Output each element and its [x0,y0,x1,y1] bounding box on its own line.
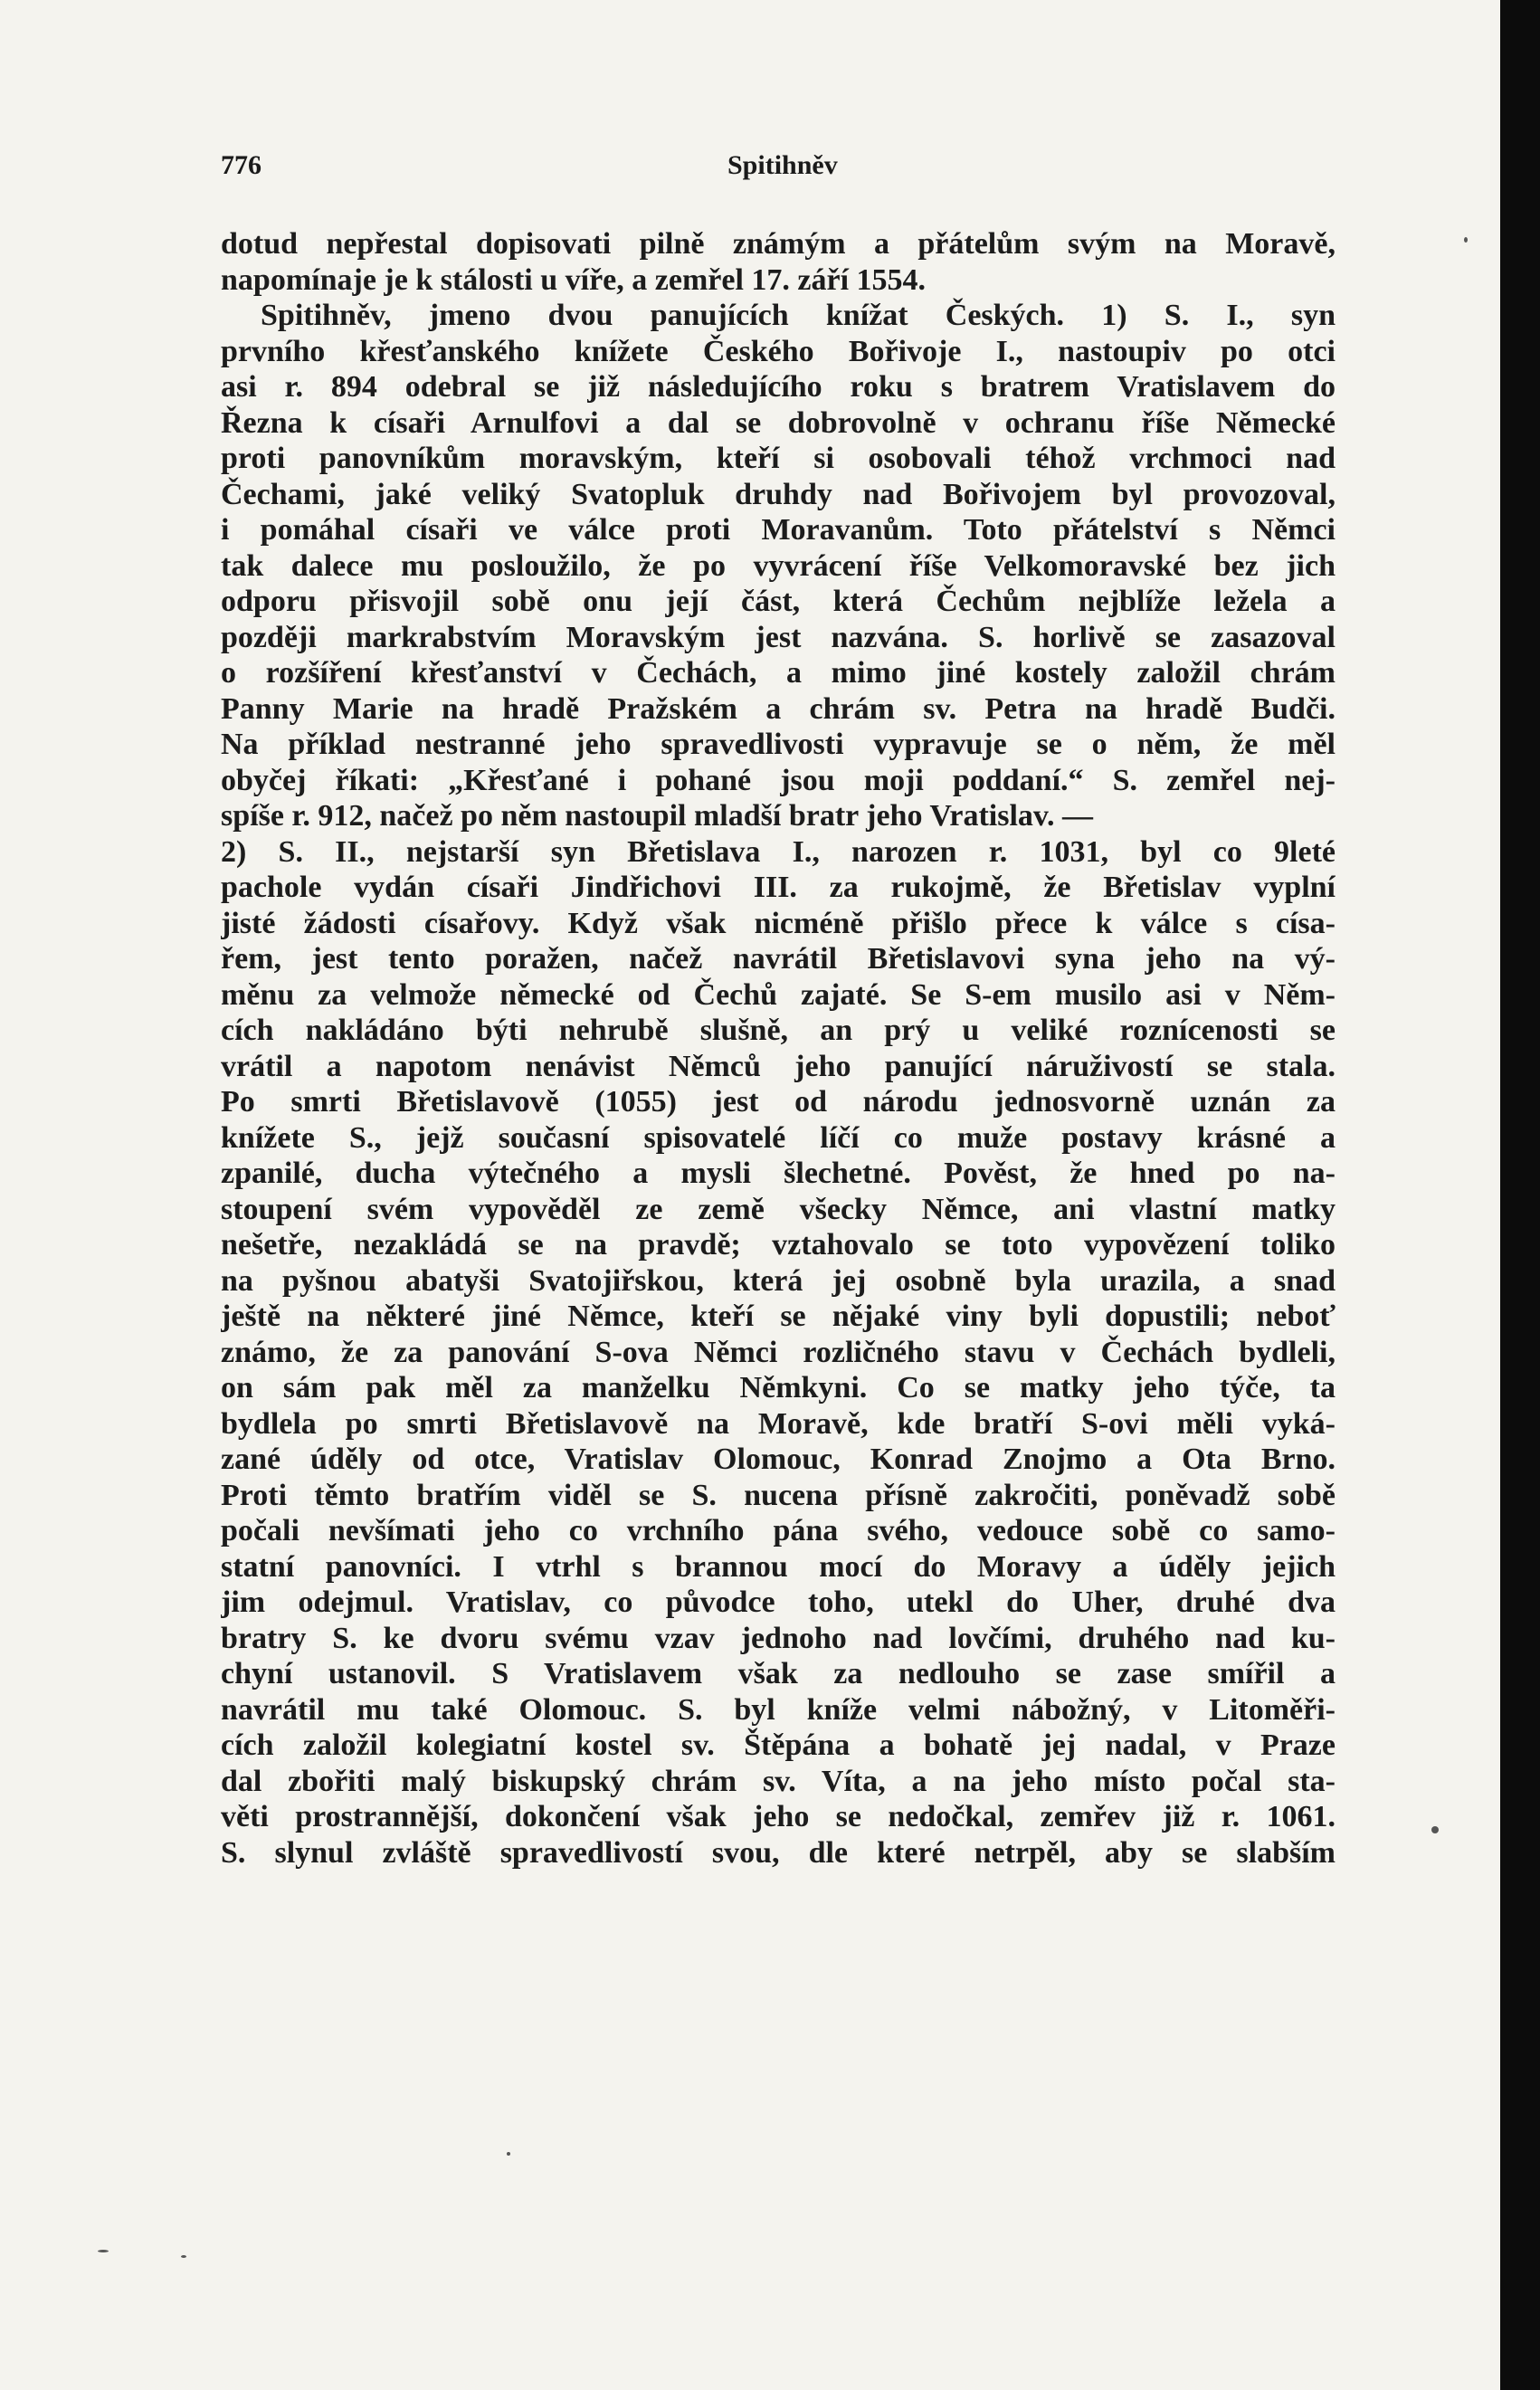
text-line: napomínaje je k stálosti u víře, a zemřel 17. září 1554. [221,262,927,297]
text-line: dal zbořiti malý biskupský chrám sv. Víta, a na jeho místo počal sta- [221,1764,1336,1798]
text-line: spíše r. 912, načež po něm nastoupil mladší bratr jeho Vratislav. — [221,799,1094,833]
text-line: prvního křesťanského knížete Českého Bořivoje I., nastoupiv po otci [221,334,1336,368]
text-line: jim odejmul. Vratislav, co původce toho, utekl do Uher, druhé dva [221,1585,1336,1619]
text-line: statní panovníci. I vtrhl s brannou mocí do Moravy a úděly jejich [221,1549,1336,1584]
text-line: řem, jest tento poražen, načež navrátil Břetislavovi syna jeho na vý- [221,942,1336,976]
text-line: Na příklad nestranné jeho spravedlivosti vypravuje se o něm, že měl [221,728,1336,761]
text-line: asi r. 894 odebral se již následujícího roku s bratrem Vratislavem do [221,370,1336,404]
text-line: cích založil kolegiatní kostel sv. Štěpána a bohatě jej nadal, v Praze [221,1728,1336,1762]
text-line: i pomáhal císaři ve válce proti Moravanům. Toto přátelství s Němci [221,513,1336,547]
text-line: Spitihněv, jmeno dvou panujících knížat Českých. 1) S. I., syn [261,299,1336,332]
text-line: Řezna k císaři Arnulfovi a dal se dobrovolně v ochranu říše Německé [221,405,1336,440]
text-line: proti panovníkům moravským, kteří si osobovali téhož vrchmoci nad [221,442,1336,475]
text-line: S. slynul zvláště spravedlivostí svou, dle které netrpěl, aby se slabším [221,1835,1336,1870]
paper-speck [1431,1826,1439,1833]
text-line: ještě na některé jiné Němce, kteří se nějaké viny byli dopustili; neboť [221,1300,1336,1333]
text-line: on sám pak měl za manželku Němkyni. Co se matky jeho týče, ta [221,1371,1336,1404]
text-line: zpanilé, ducha výtečného a mysli šlechetné. Pověst, že hned po na- [221,1157,1336,1190]
paper-speck [181,2255,186,2258]
text-line: známo, že za panování S-ova Němci rozličného stavu v Čechách bydleli, [221,1335,1336,1369]
paper-speck [98,2250,109,2252]
text-line: stoupení svém vypověděl ze země všecky Němce, ani vlastní matky [221,1192,1336,1226]
text-line: počali nevšímati jeho co vrchního pána svého, vedouce sobě co samo- [221,1514,1336,1547]
body-text [221,226,1336,1871]
text-line: Panny Marie na hradě Pražském a chrám sv. Petra na hradě Budči. [221,691,1336,726]
text-line: Po smrti Břetislavově (1055) jest od národu jednosvorně uznán za [221,1085,1336,1119]
text-line: bydlela po smrti Břetislavově na Moravě, kde bratří S-ovi měli vyká- [221,1406,1336,1441]
text-line: tak dalece mu posloužilo, že po vyvrácení říše Velkomoravské bez jich [221,548,1336,583]
text-line: dotud nepřestal dopisovati pilně známým a přátelům svým na Moravě, [221,227,1336,261]
text-line: na pyšnou abatyši Svatojiřskou, která jej osobně byla urazila, a snad [221,1263,1336,1298]
text-line: jisté žádosti císařovy. Když však nicméně přišlo přece k válce s císa- [221,906,1336,940]
paper-speck [507,2152,510,2156]
text-line: věti prostrannější, dokončení však jeho se nedočkal, zemřev již r. 1061. [221,1800,1336,1833]
paper-speck [1464,237,1468,243]
text-line: později markrabstvím Moravským jest nazvána. S. horlivě se zasazoval [221,620,1336,654]
text-line: nešetře, nezakládá se na pravdě; vztahovalo se toto vypovězení toliko [221,1228,1336,1262]
text-line: měnu za velmože německé od Čechů zajaté. Se S-em musilo asi v Něm- [221,977,1336,1012]
text-line: Čechami, jaké veliký Svatopluk druhdy nad Bořivojem byl provozoval, [221,477,1336,511]
text-line: vrátil a napotom nenávist Němců jeho panující náruživostí se stala. [221,1049,1336,1083]
text-line: chyní ustanovil. S Vratislavem však za nedlouho se zase smířil a [221,1657,1336,1690]
running-title: Spitihněv [727,150,838,180]
text-line: pachole vydán císaři Jindřichovi III. za rukojmě, že Břetislav vyplní [221,871,1336,904]
text-line: knížete S., jejž současní spisovatelé líčí co muže postavy krásné a [221,1120,1336,1155]
text-line: o rozšíření křesťanství v Čechách, a mimo jiné kostely založil chrám [221,656,1336,690]
page-number: 776 [221,150,261,180]
text-line: 2) S. II., nejstarší syn Břetislava I., narozen r. 1031, byl co 9leté [221,834,1336,869]
page-header [221,150,856,186]
text-line: Proti těmto bratřím viděl se S. nucena přísně zakročiti, poněvadž sobě [221,1478,1336,1512]
text-line: navrátil mu také Olomouc. S. byl kníže velmi nábožný, v Litoměři- [221,1692,1336,1727]
text-line: zané úděly od otce, Vratislav Olomouc, Konrad Znojmo a Ota Brno. [221,1443,1336,1476]
text-line: cích nakládáno býti nehrubě slušně, an prý u veliké roznícenosti se [221,1014,1336,1047]
text-line: bratry S. ke dvoru svému vzav jednoho nad lovčími, druhého nad ku- [221,1621,1336,1655]
text-line: odporu přisvojil sobě onu její část, která Čechům nejblíže ležela a [221,585,1336,618]
text-line: obyčej říkati: „Křesťané i pohané jsou moji poddaní.“ S. zemřel nej- [221,763,1336,797]
